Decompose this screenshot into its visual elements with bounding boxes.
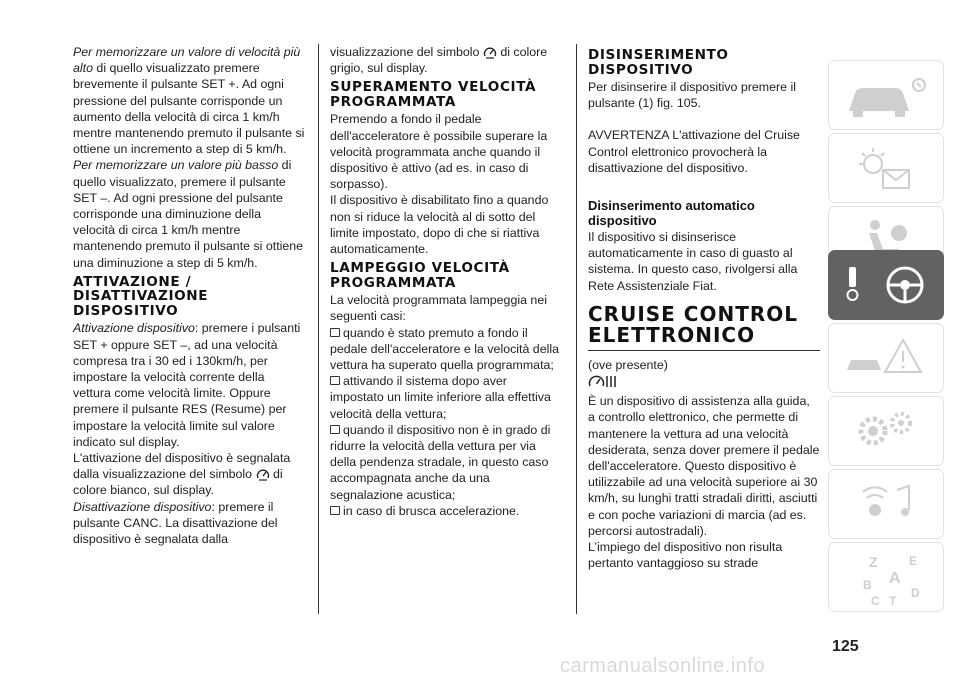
paragraph-warning: AVVERTENZA L'attivazione del Cruise Control elettronico provocherà la disattivazione del dispositivo.	[588, 128, 800, 175]
heading-auto-disinsertion: Disinserimento automatico dispositivo	[588, 198, 755, 229]
list-item	[330, 503, 562, 519]
paragraph-deactivation-symbol	[330, 44, 562, 76]
index-letter: E	[909, 554, 918, 568]
speed-limiter-icon	[256, 468, 270, 482]
cruise-control-icon	[588, 373, 618, 389]
heading-disinsertion: DISINSERIMENTO DISPOSITIVO	[588, 47, 729, 78]
increase-lead: Per memorizzare un valore di velocità più alto	[73, 45, 301, 76]
column-divider-1	[318, 44, 319, 614]
decrease-lead: Per memorizzare un valore più basso	[73, 158, 279, 173]
paragraph-increase	[73, 44, 305, 157]
paragraph-override-2: Il dispositivo è disabilitato fino a quando non si riduce la velocità al di sotto del limite impostato, dopo di che si riattiva automaticamente.	[330, 193, 549, 257]
bullet-icon	[330, 425, 340, 434]
deactivation-symbol-text-b: di colore grigio, sul display.	[330, 45, 548, 76]
index-letter: A	[889, 570, 901, 587]
tab-warning-lights[interactable]	[828, 133, 944, 203]
heading-cruise-control: CRUISE CONTROL ELETTRONICO	[588, 304, 820, 351]
index-letter: T	[889, 594, 897, 608]
steering-wheel-key-icon	[829, 251, 943, 319]
paragraph-override-1: Premendo a fondo il pedale dell'acceleratore è possibile superare la velocità programmata anche quando il dispositivo è attivo (ad es. in caso di sorpasso).	[330, 112, 548, 192]
paragraph-auto-disinsertion: Il dispositivo si disinserisce automaticamente in caso di guasto al sistema. In questo caso, rivolgersi alla Rete Assistenziale Fiat.	[588, 230, 798, 293]
deactivation-lead: Disattivazione dispositivo	[73, 499, 212, 514]
tab-multimedia[interactable]	[828, 469, 944, 539]
list-item-text: quando il dispositivo non è in grado di ridurre la velocità della vettura per via della pendenza stradale, in questo caso accompagnata anche da una segnalazione acustica;	[330, 422, 551, 502]
heading-activation: ATTIVAZIONE / DISATTIVAZIONE DISPOSITIVO	[73, 273, 209, 319]
paragraph-usage: L’impiego del dispositivo non risulta pertanto vantaggioso su strade	[588, 540, 783, 571]
heading-override: SUPERAMENTO VELOCITÀ PROGRAMMATA	[330, 79, 537, 110]
tab-car[interactable]	[828, 60, 944, 130]
bullet-icon	[330, 376, 340, 385]
index-letters-icon	[829, 543, 943, 611]
multimedia-icon	[829, 470, 943, 538]
decrease-text: di quello visualizzato, premere il pulsante SET –. Ad ogni pressione del pulsante corrisponde una diminuzione della velocità di circa 1 km/h mentre mantenendo premuto il pulsante si ottiene una diminuzione a step di 5 km/h.	[73, 158, 304, 270]
tab-index[interactable]	[828, 542, 944, 612]
activation-lead: Attivazione dispositivo	[73, 321, 195, 336]
paragraph-flashing-intro: La velocità programmata lampeggia nei seguenti casi:	[330, 293, 547, 324]
list-item	[330, 325, 562, 374]
car-icon	[829, 61, 943, 129]
index-letter: Z	[869, 554, 878, 570]
paragraph-activation	[73, 320, 305, 450]
watermark: carmanualsonline.info	[560, 655, 766, 677]
list-item	[330, 373, 562, 422]
column-1	[73, 44, 305, 547]
index-letter: B	[863, 578, 872, 592]
paragraph-disinsertion: Per disinserire il dispositivo premere il pulsante (1) fig. 105.	[588, 80, 796, 111]
list-item	[330, 422, 562, 503]
increase-text: di quello visualizzato premere brevemente il pulsante SET +. Ad ogni pressione del pulsante corrisponde un aumento della velocità di circa 1 km/h mentre mantenendo premuto il pulsante si ottiene un incremento a step di 5 km/h.	[73, 61, 305, 157]
warning-lights-icon	[829, 134, 943, 202]
accident-triangle-icon	[829, 324, 943, 392]
heading-flashing: LAMPEGGIO VELOCITÀ PROGRAMMATA	[330, 260, 510, 291]
column-2	[330, 44, 562, 519]
page-number: 125	[832, 638, 859, 655]
column-divider-2	[576, 44, 577, 614]
index-letter: D	[911, 586, 920, 600]
speed-limiter-icon	[483, 46, 497, 60]
list-item-text: quando è stato premuto a fondo il pedale dell'acceleratore e la velocità della vettura ha superato quella programmata;	[330, 325, 559, 373]
paragraph-description: È un dispositivo di assistenza alla guida, a controllo elettronico, che permette di mantenere la vettura ad una velocità desiderata, senza dover premere il pedale dell'acceleratore. Questo dispositivo è utilizzabile ad una velocità superiore ai 30 km/h, su lunghi tratti stradali diritti, asciutti e con poche variazioni di marcia (ad es. percorsi autostradali).	[588, 394, 820, 538]
index-letter: C	[871, 594, 880, 608]
bullet-icon	[330, 506, 340, 515]
tab-service[interactable]	[828, 396, 944, 466]
deactivation-symbol-text-a: visualizzazione del simbolo	[330, 45, 483, 59]
activation-symbol-text-b: di colore bianco, sul display.	[73, 467, 283, 498]
activation-symbol-text-a: L'attivazione del dispositivo è segnalata dalla visualizzazione del simbolo	[73, 450, 291, 482]
paragraph-deactivation	[73, 499, 305, 548]
tab-steering-key[interactable]	[828, 250, 944, 320]
column-3	[588, 44, 820, 571]
paragraph-availability: (ove presente)	[588, 357, 668, 372]
service-gears-icon	[829, 397, 943, 465]
deactivation-text: : premere il pulsante CANC. La disattivazione del dispositivo è segnalata dalla	[73, 499, 278, 546]
activation-text: : premere i pulsanti SET + oppure SET –, ad una velocità compresa tra i 30 ed i 130km/h, per impostare la velocità corrente della vettura come velocità limite. Oppure premere il pulsante RES (Resume) per impostare la velocità limite sul valore indicato sul display.	[73, 321, 301, 449]
paragraph-activation-symbol	[73, 450, 305, 499]
tab-accident[interactable]	[828, 323, 944, 393]
bullet-icon	[330, 328, 340, 337]
list-item-text: attivando il sistema dopo aver impostato un limite inferiore alla effettiva velocità della vettura;	[330, 374, 551, 421]
list-item-text: in caso di brusca accelerazione.	[343, 503, 520, 518]
paragraph-decrease	[73, 157, 305, 270]
